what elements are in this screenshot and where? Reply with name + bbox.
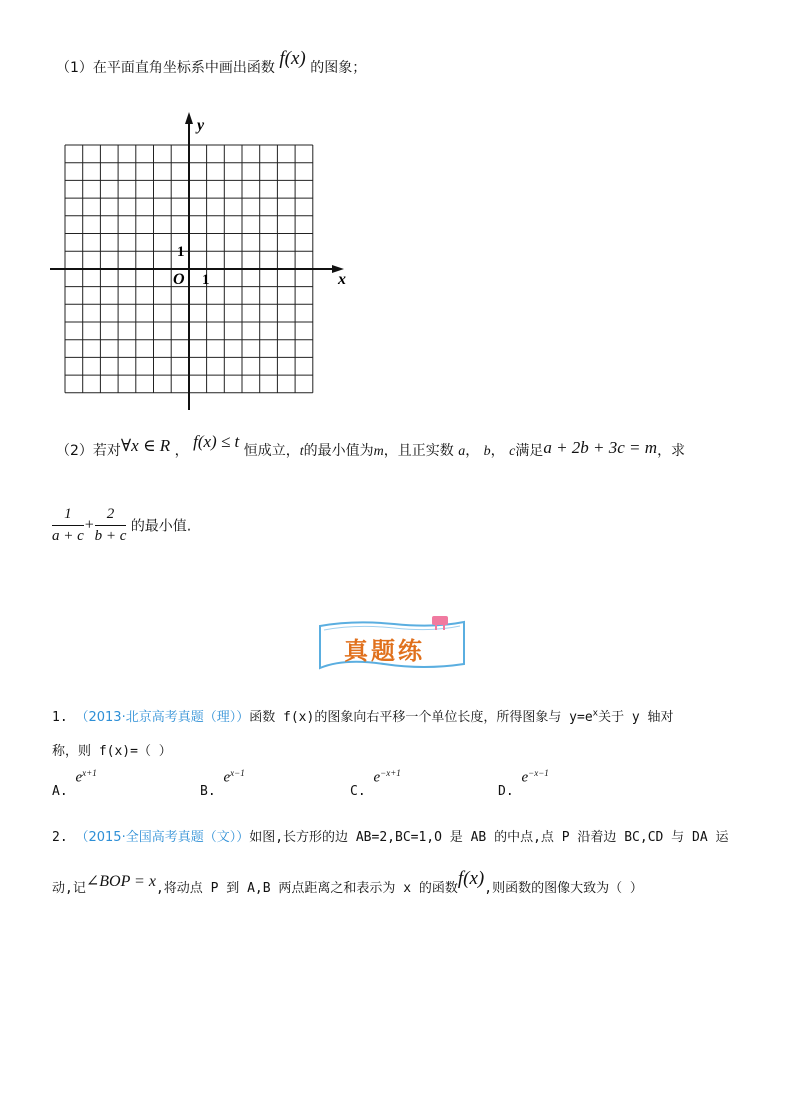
var-c: c xyxy=(509,444,516,459)
forall-expression: ∀x ∈ R xyxy=(120,436,171,455)
q1-line2: 称，则 f(x)=（ ） xyxy=(52,744,172,759)
var-t: t xyxy=(299,444,304,459)
q1-number: 1. xyxy=(52,710,68,725)
y-tick-1: 1 xyxy=(177,244,185,260)
var-a: a xyxy=(458,444,466,459)
option-c[interactable]: C. $e^{-x+1}$ xyxy=(350,768,401,800)
section-banner xyxy=(314,614,470,672)
q2-line2: 动,记∠BOP = x,将动点 P 到 A,B 两点距离之和表示为 x 的函数f(x),则函数的图像大致为（ ） xyxy=(52,868,643,896)
clip-icon xyxy=(432,616,448,625)
option-d[interactable]: D. $e^{-x-1}$ xyxy=(498,768,549,800)
angle-expression: ∠BOP = x xyxy=(85,873,156,890)
constraint-equation: a + 2b + 3c = m xyxy=(543,438,658,457)
option-b[interactable]: B. $e^{x-1}$ xyxy=(200,768,245,800)
part2-line: （2）若对∀x ∈ R ， f(x) ≤ t 恒成立，t的最小值为m，且正实数 a， b， c满足a + 2b + 3c = m，求 xyxy=(56,432,686,459)
q2-source: （2015·全国高考真题（文）） xyxy=(75,830,250,845)
part2-text: （2）若对 xyxy=(56,443,121,459)
y-axis-arrow xyxy=(185,112,193,124)
q2-function: f(x) xyxy=(457,868,485,889)
banner-title: 真题练 xyxy=(344,636,425,665)
part2-text5: ，求 xyxy=(657,443,686,459)
x-axis-label: x xyxy=(338,271,346,288)
option-a[interactable]: A. $e^{x+1}$ xyxy=(52,768,97,800)
inequality: f(x) ≤ t xyxy=(193,432,240,451)
part1-line xyxy=(56,48,367,78)
q1-line1: 1. （2013·北京高考真题（理））函数 f(x)的图象向右平移一个单位长度，所得图象与 $y=e^x$关于 y 轴对 xyxy=(52,708,674,725)
q1-source: （2013·北京高考真题（理）） xyxy=(75,710,250,725)
part2-text4: 满足 xyxy=(515,443,544,459)
x-tick-1: 1 xyxy=(202,272,210,288)
coordinate-grid xyxy=(40,110,360,415)
fraction-expression: $\frac{1}{a + c}$ + $\frac{2}{b + c}$ 的最小值. xyxy=(52,506,192,544)
y-axis-label: y xyxy=(197,117,205,134)
fraction-1: $\frac{1}{a + c}$ xyxy=(52,506,84,544)
part2-text1: 恒成立， xyxy=(243,443,300,459)
q1-options xyxy=(52,768,752,798)
q2-line1 xyxy=(52,826,728,845)
fraction-2: $\frac{2}{b + c}$ xyxy=(94,506,127,544)
part2-text2: 的最小值为 xyxy=(303,443,374,459)
part1-suffix: 的图象； xyxy=(310,60,367,76)
var-m: m xyxy=(373,444,384,459)
origin-label: O xyxy=(173,271,185,288)
part2-text3: ，且正实数 xyxy=(383,443,454,459)
q1-text: 函数 f(x)的图象向右平移一个单位长度，所得图象与 y=e xyxy=(249,710,593,725)
q2-text: 如图,长方形的边 AB=2,BC=1,O 是 AB 的中点,点 P 沿着边 BC,CD 与 DA 运 xyxy=(249,830,729,845)
part1-text: （1）在平面直角坐标系中画出函数 xyxy=(56,60,275,76)
q2-number: 2. xyxy=(52,830,68,845)
var-b: b xyxy=(483,444,491,459)
function-fx: f(x) xyxy=(279,48,306,69)
part2-text6: 的最小值. xyxy=(130,518,192,535)
